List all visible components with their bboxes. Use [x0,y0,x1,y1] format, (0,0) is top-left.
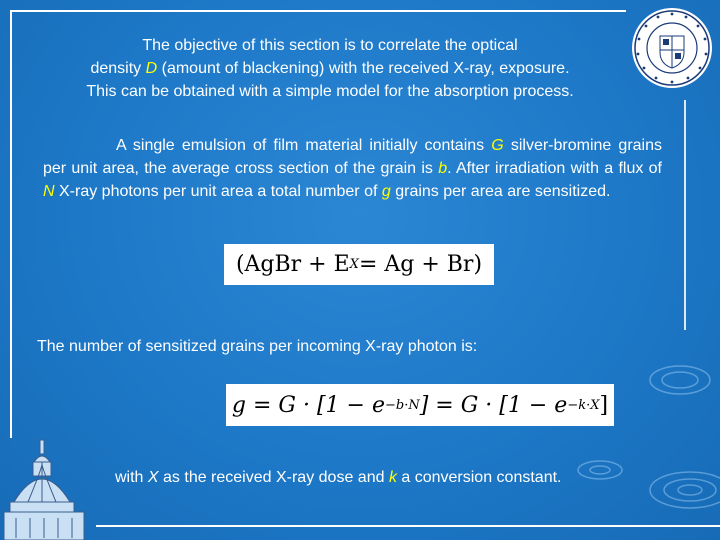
conversion-paragraph [115,466,675,489]
variable-g-lower: g [381,183,391,200]
intro-line-2-pre: density [90,60,146,77]
emulsion-text-5: grains per area are sensitized. [390,183,611,200]
variable-k: k [388,469,397,486]
emulsion-paragraph [43,134,662,203]
top-rule [12,10,626,12]
formula-part-2: ] = G · [1 − e [419,392,568,418]
variable-g-upper: G [491,137,504,154]
emulsion-text-1: A single emulsion of film material initially contains [116,137,492,154]
formula-exponent-2: −k·X [567,397,600,413]
reaction-lhs: (AgBr + E [235,252,350,277]
bottom-rule [96,525,720,527]
grains-per-photon-text: The number of sensitized grains per incoming X-ray photon is: [37,338,478,355]
formula-part-1: g = G · [1 − e [231,392,385,418]
formula-part-3: ] [599,392,609,418]
sensitized-grains-formula [226,384,614,426]
intro-line-1: The objective of this section is to correlate the optical [142,37,518,54]
variable-x: X [147,469,159,486]
conversion-text-2: as the received X-ray dose and [158,469,389,486]
formula-exponent-1: −b·N [385,397,420,413]
dome-illustration-icon [0,438,95,540]
variable-n: N [43,183,55,200]
intro-line-2-post: (amount of blackening) with the received X-ray, exposure. [157,60,570,77]
conversion-text-3: a conversion constant. [396,469,562,486]
reaction-subscript: X [349,257,359,272]
right-rule [684,100,686,330]
reaction-formula [224,244,494,285]
conversion-text-1: with [115,469,148,486]
emulsion-text-2: silver-bromine grains per unit area, the average cross section of the grain is [43,137,663,177]
emulsion-text-4: X-ray photons per unit area a total number of [54,183,382,200]
reaction-rhs: = Ag + Br) [358,252,483,277]
intro-line-3: This can be obtained with a simple model for the absorption process. [86,83,574,100]
emulsion-text-3: . After irradiation with a flux of [447,160,663,177]
variable-d: D [145,60,158,77]
left-rule [10,10,12,438]
intro-paragraph [50,34,610,103]
variable-b: b [438,160,448,177]
university-seal-icon [630,6,714,90]
